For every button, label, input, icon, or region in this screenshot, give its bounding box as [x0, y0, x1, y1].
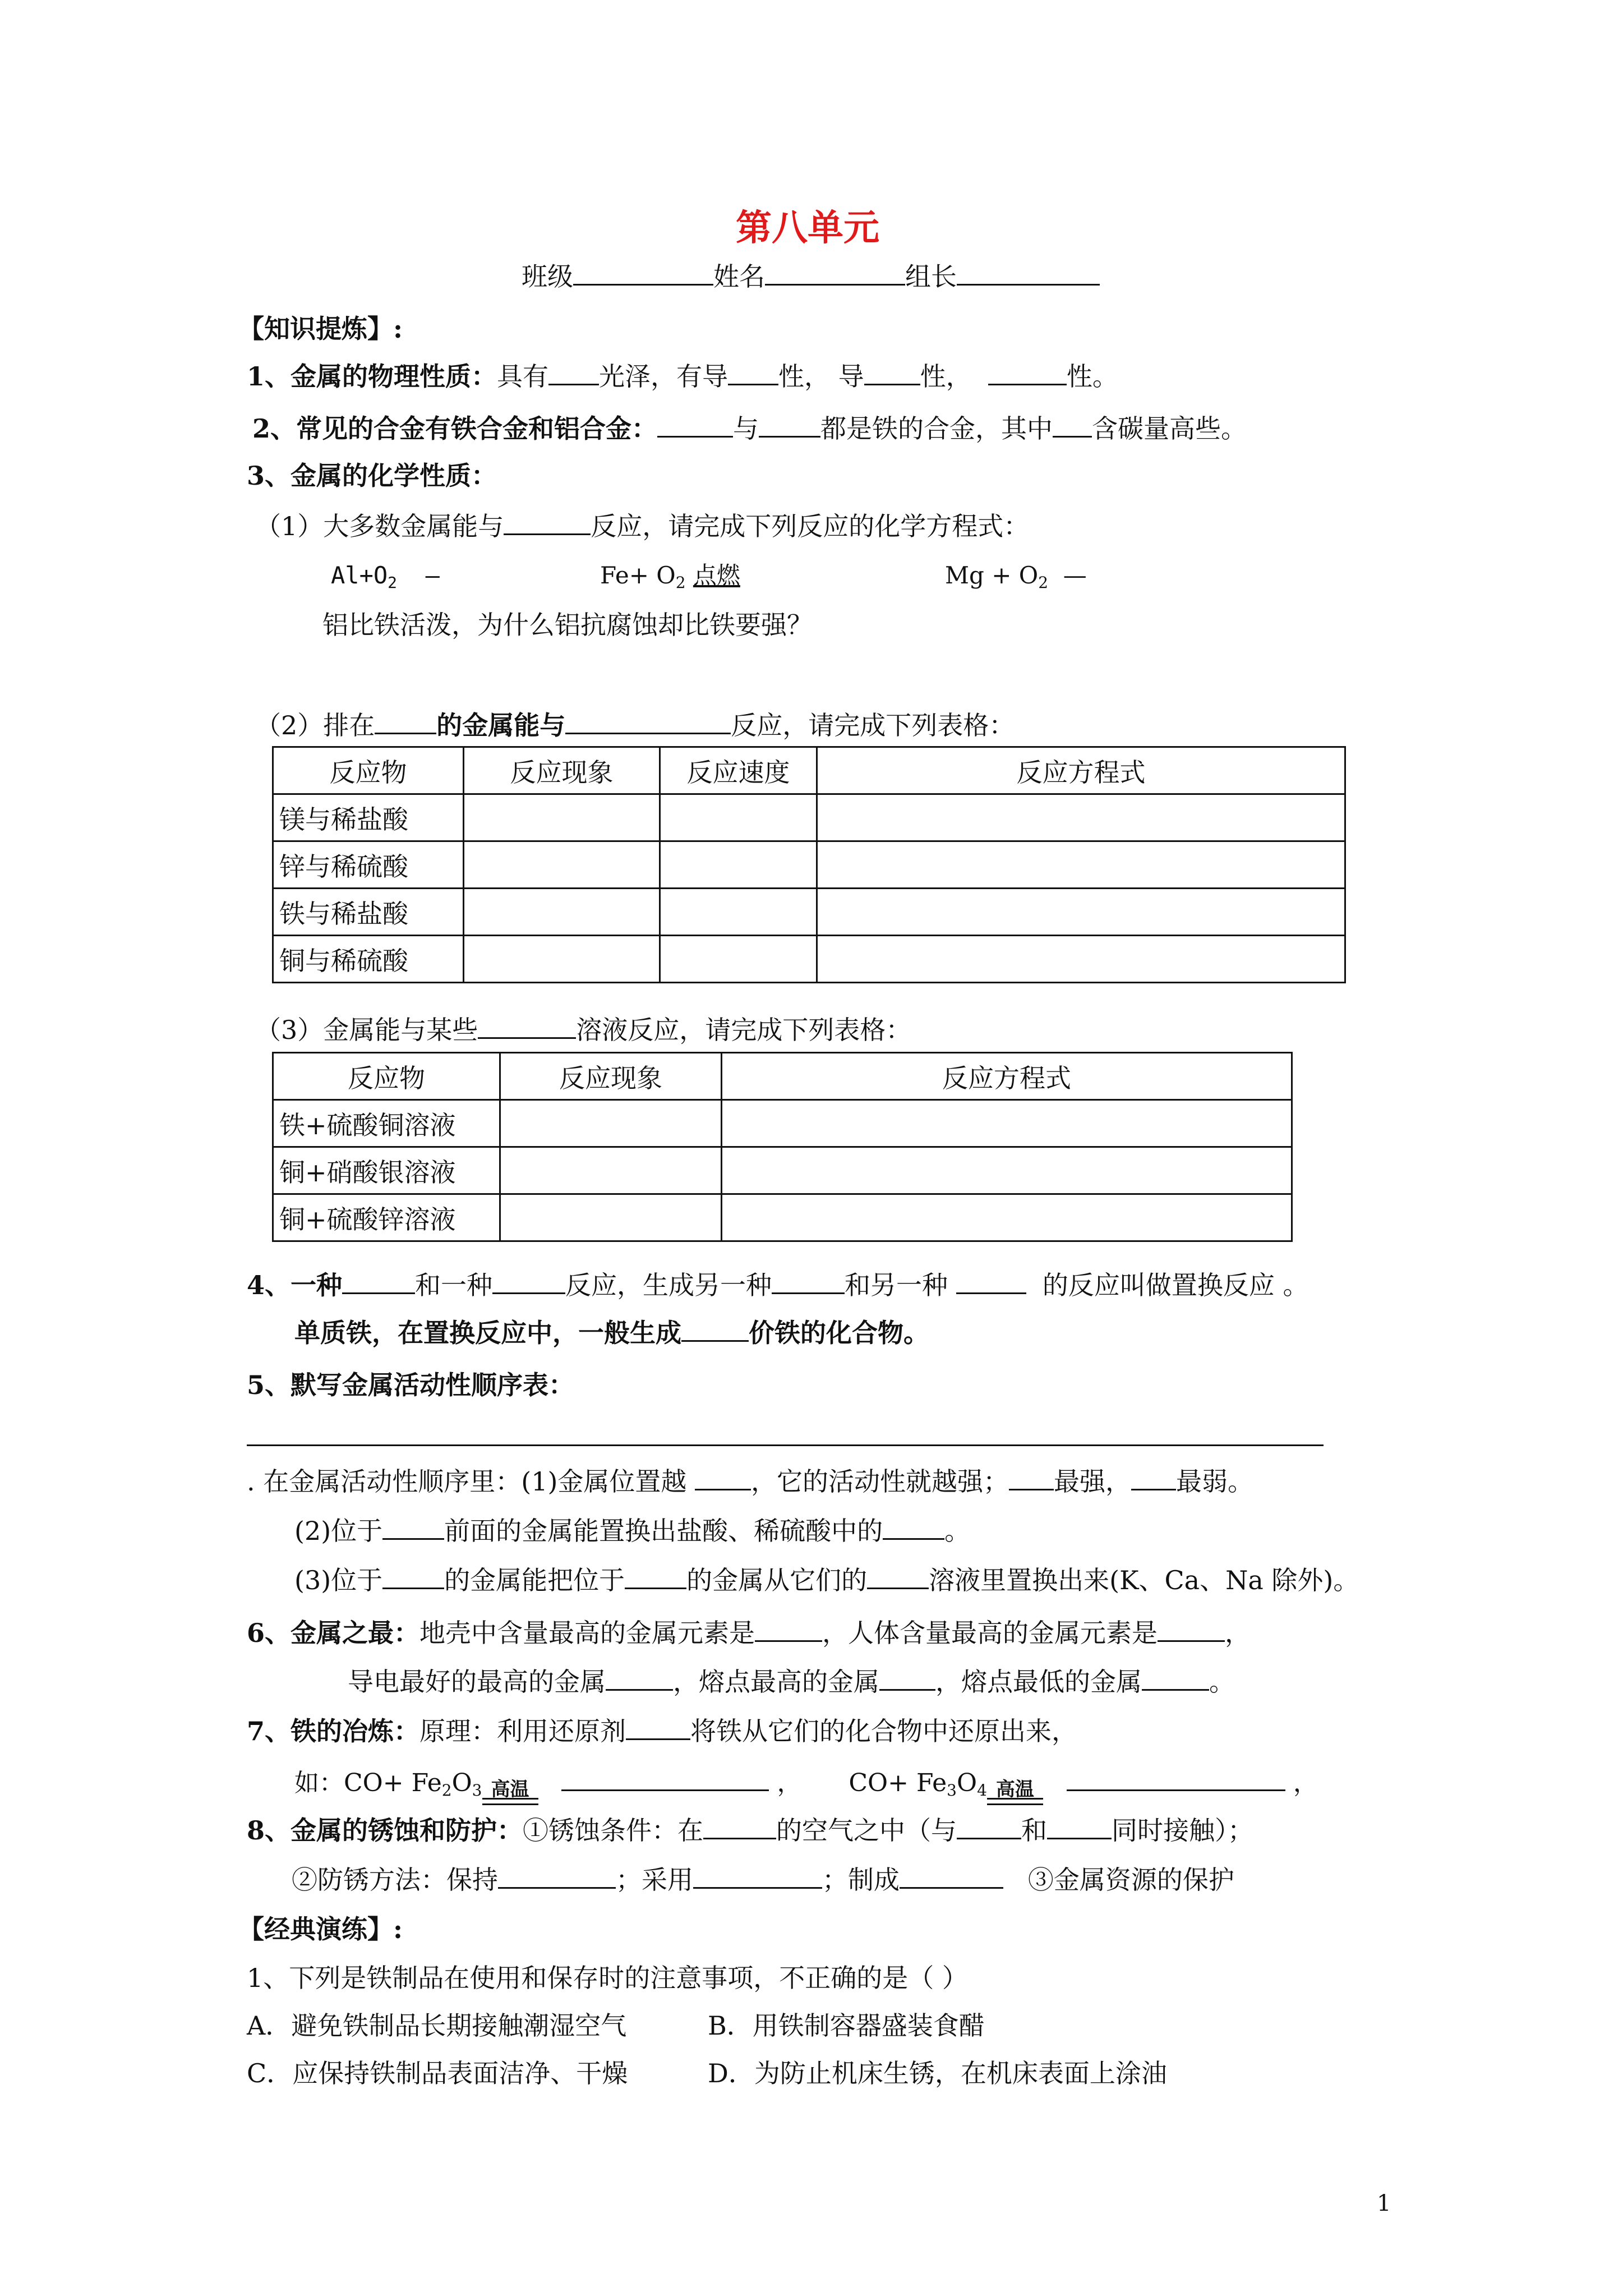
- table-row: [273, 936, 1345, 983]
- eq2-condition: 点燃: [693, 562, 740, 589]
- q6-text: ，人体含量最高的金属元素是: [822, 1618, 1158, 1648]
- table-cell-input[interactable]: [464, 936, 660, 983]
- table-cell-input[interactable]: [464, 841, 660, 889]
- eq2-text: Fe+ O: [600, 562, 676, 589]
- q3-p1-text: 反应，请完成下列反应的化学方程式：: [591, 511, 1030, 541]
- q6-text: ，熔点最低的金属: [935, 1667, 1142, 1697]
- question-4-line-2: [294, 1315, 929, 1350]
- q3-p1-text: （1）大多数金属能与: [255, 511, 504, 541]
- q4-text: 和另一种: [845, 1270, 948, 1300]
- q7-text: 原理：利用还原剂: [419, 1716, 626, 1746]
- class-label: 班级: [522, 261, 573, 292]
- table-header: 反应速度: [660, 747, 817, 794]
- table-acid-reactions: [272, 746, 1346, 983]
- table-row: [273, 841, 1345, 889]
- q2-blank-2[interactable]: [759, 413, 820, 438]
- q7-eq1-text: 如：CO+ Fe: [294, 1769, 442, 1797]
- class-blank[interactable]: [573, 261, 713, 286]
- q5-line-2: [294, 1513, 970, 1548]
- q4-blank-3[interactable]: [772, 1270, 845, 1294]
- q3-part-3: [255, 1013, 911, 1047]
- q8-text: ；采用: [616, 1865, 693, 1895]
- eq3-text: Mg + O: [945, 562, 1039, 589]
- q3-p1-blank[interactable]: [504, 511, 591, 535]
- exercise-1-option-d[interactable]: D．为防止机床生锈，在机床表面上涂油: [708, 2058, 1167, 2088]
- table-cell-input[interactable]: [722, 1100, 1292, 1147]
- table-cell-reactant: 镁与稀盐酸: [273, 794, 464, 841]
- table-row: [273, 889, 1345, 936]
- table-header: 反应方程式: [722, 1053, 1292, 1100]
- q1-blank-4[interactable]: [988, 361, 1067, 385]
- q8-blank-3[interactable]: [1047, 1815, 1112, 1839]
- question-1: [247, 359, 1118, 394]
- q5-text: 的金属从它们的: [686, 1565, 868, 1595]
- q5-blank-4[interactable]: [382, 1516, 444, 1540]
- eq1-sub: 2: [388, 573, 398, 592]
- table-cell-input[interactable]: [817, 841, 1345, 889]
- table-cell-reactant: 铁与稀盐酸: [273, 889, 464, 936]
- q1-text: 光泽，有导: [599, 361, 728, 392]
- q3-p2-text: 的金属能与: [436, 710, 566, 740]
- table-row: [273, 1100, 1292, 1147]
- exercise-1-option-c[interactable]: C．应保持铁制品表面洁净、干燥: [247, 2058, 628, 2088]
- q6-blank-3[interactable]: [606, 1667, 673, 1691]
- q2-text: 都是铁的合金，其中: [820, 413, 1053, 444]
- q5-text: 最弱。: [1176, 1466, 1254, 1497]
- q7-eq1-text: O: [451, 1769, 472, 1797]
- table-header-row: [273, 747, 1345, 794]
- q7-eq1-sub: 3: [472, 1781, 482, 1800]
- leader-label: 组长: [905, 261, 957, 292]
- header-fields: [522, 259, 1100, 294]
- q7-eq2-text: O: [956, 1769, 978, 1797]
- q3-p2-text: 反应，请完成下列表格：: [731, 710, 1015, 740]
- q5-blank-5[interactable]: [883, 1516, 944, 1540]
- table-row: [273, 1147, 1292, 1194]
- page-number: 1: [1377, 2191, 1391, 2216]
- q3-p2-text: （2）排在: [255, 710, 375, 740]
- q8-blank-5[interactable]: [693, 1865, 822, 1889]
- question-6-line-2: [348, 1664, 1235, 1699]
- question-8-line-2: [292, 1862, 1234, 1897]
- q8-text: ①锈蚀条件：在: [523, 1815, 704, 1846]
- question-8-line-1: [247, 1813, 1253, 1848]
- q7-text: 将铁从它们的化合物中还原出来，: [690, 1716, 1078, 1746]
- equals-bar: [482, 1803, 538, 1805]
- q5-blank-1[interactable]: [695, 1466, 751, 1490]
- equals-bar: [482, 1798, 538, 1800]
- q8-text: ③金属资源的保护: [1027, 1865, 1234, 1895]
- section-knowledge-heading: 【知识提炼】:: [238, 314, 403, 344]
- eq1-dash: —: [425, 562, 440, 589]
- q1-blank-2[interactable]: [728, 361, 778, 385]
- table-cell-reactant: 铜+硝酸银溶液: [273, 1147, 500, 1194]
- q5-line-3: [294, 1563, 1359, 1598]
- q3-p3-text: 溶液反应，请完成下列表格：: [576, 1015, 912, 1045]
- equals-bar: [987, 1803, 1043, 1805]
- question-3-head: 3、金属的化学性质：: [247, 461, 497, 491]
- eq3-dash: —: [1063, 562, 1087, 589]
- q6-head: 6、金属之最：: [247, 1618, 420, 1648]
- q1-text: 性。: [1066, 361, 1118, 392]
- condition-label: 高温: [995, 1778, 1034, 1801]
- q4-text: 和一种: [415, 1270, 493, 1300]
- exercise-1-question: 1、下列是铁制品在使用和保存时的注意事项，不正确的是（ ）: [247, 1963, 968, 1993]
- section-practice-heading: 【经典演练】:: [238, 1914, 403, 1944]
- q5-text: 最强，: [1054, 1466, 1132, 1497]
- table-cell-input[interactable]: [660, 889, 817, 936]
- q8-blank-2[interactable]: [957, 1815, 1021, 1839]
- question-5-head: 5、默写金属活动性顺序表：: [247, 1370, 575, 1400]
- q8-text: ；制成: [822, 1865, 900, 1895]
- table-cell-input[interactable]: [722, 1194, 1292, 1241]
- q3-p2-blank-1[interactable]: [375, 710, 436, 734]
- q7-text: ，: [1293, 1769, 1318, 1797]
- q5-text: 的金属能把位于: [444, 1565, 625, 1595]
- q5-line-1: [247, 1464, 1253, 1499]
- eq2-sub: 2: [675, 573, 686, 592]
- q7-blank-2[interactable]: [561, 1767, 769, 1791]
- q1-text: 性， 导: [778, 361, 864, 392]
- q7-eq2-sub: 4: [977, 1781, 987, 1800]
- q6-blank-5[interactable]: [1142, 1667, 1209, 1691]
- eq1-text: Al+O: [331, 562, 388, 589]
- table-header-row: [273, 1053, 1292, 1100]
- q1-text: 性，: [920, 361, 972, 392]
- q8-text: ②防锈方法：保持: [292, 1865, 498, 1895]
- q4-text: 反应，生成另一种: [565, 1270, 772, 1300]
- q3-p2-blank-2[interactable]: [565, 710, 731, 734]
- q5-text: 。: [944, 1516, 971, 1546]
- q4-blank-4[interactable]: [956, 1270, 1026, 1294]
- table-cell-reactant: 锌与稀硫酸: [273, 841, 464, 889]
- equals-bar: [987, 1798, 1043, 1800]
- q5-text: (2)位于: [294, 1516, 383, 1546]
- table-cell-input[interactable]: [817, 936, 1345, 983]
- q6-blank-2[interactable]: [1158, 1618, 1225, 1642]
- equation-fe-o2: [600, 558, 740, 593]
- table-cell-input[interactable]: [500, 1147, 722, 1194]
- question-2: [252, 411, 1247, 446]
- q7-eq1-sub: 2: [441, 1781, 452, 1800]
- q7-eq2-sub: 3: [947, 1781, 957, 1800]
- q4-text: 单质铁，在置换反应中，一般生成: [294, 1318, 681, 1348]
- q5-blank-7[interactable]: [625, 1565, 686, 1589]
- q5-text: 溶液里置换出来(K、Ca、Na 除外)。: [929, 1565, 1359, 1595]
- table-row: [273, 794, 1345, 841]
- q5-blank-6[interactable]: [382, 1565, 444, 1589]
- q2-blank-3[interactable]: [1053, 413, 1092, 438]
- equation-mg-o2: [945, 558, 1087, 593]
- q1-blank-1[interactable]: [548, 361, 599, 385]
- condition-label: 高温: [491, 1778, 529, 1801]
- table-header: 反应现象: [500, 1053, 722, 1100]
- q4-blank-1[interactable]: [342, 1270, 415, 1294]
- q8-head: 8、金属的锈蚀和防护：: [247, 1815, 523, 1846]
- q3-p3-blank[interactable]: [478, 1015, 576, 1039]
- q5-answer-line[interactable]: [247, 1444, 1324, 1446]
- table-cell-input[interactable]: [660, 794, 817, 841]
- q3-why-question: 铝比铁活泼，为什么铝抗腐蚀却比铁要强？: [322, 610, 813, 640]
- q7-head: 7、铁的冶炼：: [247, 1716, 420, 1746]
- q4-blank-5[interactable]: [681, 1318, 749, 1342]
- q2-text: 与: [733, 413, 759, 444]
- table-header: 反应物: [273, 1053, 500, 1100]
- q4-text: 价铁的化合物。: [749, 1318, 929, 1348]
- q6-text: 导电最好的最高的金属: [348, 1667, 606, 1697]
- q5-text: (3)位于: [294, 1565, 383, 1595]
- q5-blank-3[interactable]: [1131, 1466, 1176, 1490]
- name-blank[interactable]: [765, 261, 905, 286]
- q5-text: ，它的活动性就越强；: [751, 1466, 1009, 1497]
- q5-text: 前面的金属能置换出盐酸、稀硫酸中的: [444, 1516, 883, 1546]
- q8-blank-4[interactable]: [498, 1865, 616, 1889]
- exercise-1-option-b[interactable]: B．用铁制容器盛装食醋: [708, 2010, 985, 2041]
- table-salt-reactions: [272, 1052, 1293, 1242]
- table-cell-reactant: 铁+硫酸铜溶液: [273, 1100, 500, 1147]
- equation-al-o2: [331, 558, 440, 593]
- q6-blank-1[interactable]: [755, 1618, 822, 1642]
- q6-text: 。: [1209, 1667, 1235, 1697]
- q7-blank-3[interactable]: [1067, 1767, 1285, 1791]
- q5-text: . 在金属活动性顺序里：(1)金属位置越: [247, 1466, 687, 1497]
- table-header: 反应物: [273, 747, 464, 794]
- leader-blank[interactable]: [957, 261, 1100, 286]
- table-cell-input[interactable]: [817, 889, 1345, 936]
- q1-head: 1、金属的物理性质：: [247, 361, 497, 392]
- q4-text: 4、一种: [247, 1270, 343, 1300]
- q3-part-2: [255, 708, 1015, 743]
- table-cell-input[interactable]: [660, 841, 817, 889]
- table-header: 反应方程式: [817, 747, 1345, 794]
- q6-blank-4[interactable]: [879, 1667, 935, 1691]
- q2-head: 2、常见的合金有铁合金和铝合金：: [252, 413, 658, 444]
- q8-text: 和: [1021, 1815, 1048, 1846]
- table-row: [273, 1194, 1292, 1241]
- eq3-sub: 2: [1038, 573, 1049, 592]
- table-cell-input[interactable]: [464, 889, 660, 936]
- q5-blank-8[interactable]: [867, 1565, 929, 1589]
- question-7-line-2: [294, 1766, 1318, 1801]
- table-cell-input[interactable]: [817, 794, 1345, 841]
- q7-text: ，: [777, 1769, 802, 1797]
- table-cell-input[interactable]: [660, 936, 817, 983]
- q4-blank-2[interactable]: [492, 1270, 565, 1294]
- table-cell-input[interactable]: [500, 1100, 722, 1147]
- q7-eq2-text: CO+ Fe: [849, 1769, 947, 1797]
- q6-text: 地壳中含量最高的金属元素是: [419, 1618, 755, 1648]
- q8-blank-6[interactable]: [900, 1865, 1003, 1889]
- exercise-1-option-a[interactable]: A．避免铁制品长期接触潮湿空气: [247, 2010, 627, 2041]
- q3-part-1: [255, 509, 1029, 544]
- question-6-line-1: [247, 1616, 1251, 1650]
- q8-text: 同时接触）；: [1112, 1815, 1254, 1846]
- q6-text: ，: [1225, 1618, 1251, 1648]
- page-title: 第八单元: [736, 207, 879, 249]
- q4-text: 的反应叫做置换反应 。: [1042, 1270, 1309, 1300]
- table-cell-reactant: 铜+硫酸锌溶液: [273, 1194, 500, 1241]
- table-cell-input[interactable]: [722, 1147, 1292, 1194]
- table-header: 反应现象: [464, 747, 660, 794]
- q8-blank-1[interactable]: [703, 1815, 776, 1839]
- q8-text: 的空气之中（与: [776, 1815, 957, 1846]
- table-cell-input[interactable]: [500, 1194, 722, 1241]
- q7-blank-1[interactable]: [626, 1716, 690, 1740]
- q1-blank-3[interactable]: [864, 361, 920, 385]
- question-4-line-1: [247, 1268, 1309, 1303]
- q6-text: ，熔点最高的金属: [673, 1667, 879, 1697]
- name-label: 姓名: [713, 261, 765, 292]
- table-cell-reactant: 铜与稀硫酸: [273, 936, 464, 983]
- q2-text: 含碳量高些。: [1092, 413, 1247, 444]
- q3-p3-text: （3）金属能与某些: [255, 1015, 478, 1045]
- question-7-line-1: [247, 1714, 1077, 1749]
- table-cell-input[interactable]: [464, 794, 660, 841]
- q5-blank-2[interactable]: [1009, 1466, 1054, 1490]
- q2-blank-1[interactable]: [657, 413, 733, 438]
- q1-text: 具有: [497, 361, 549, 392]
